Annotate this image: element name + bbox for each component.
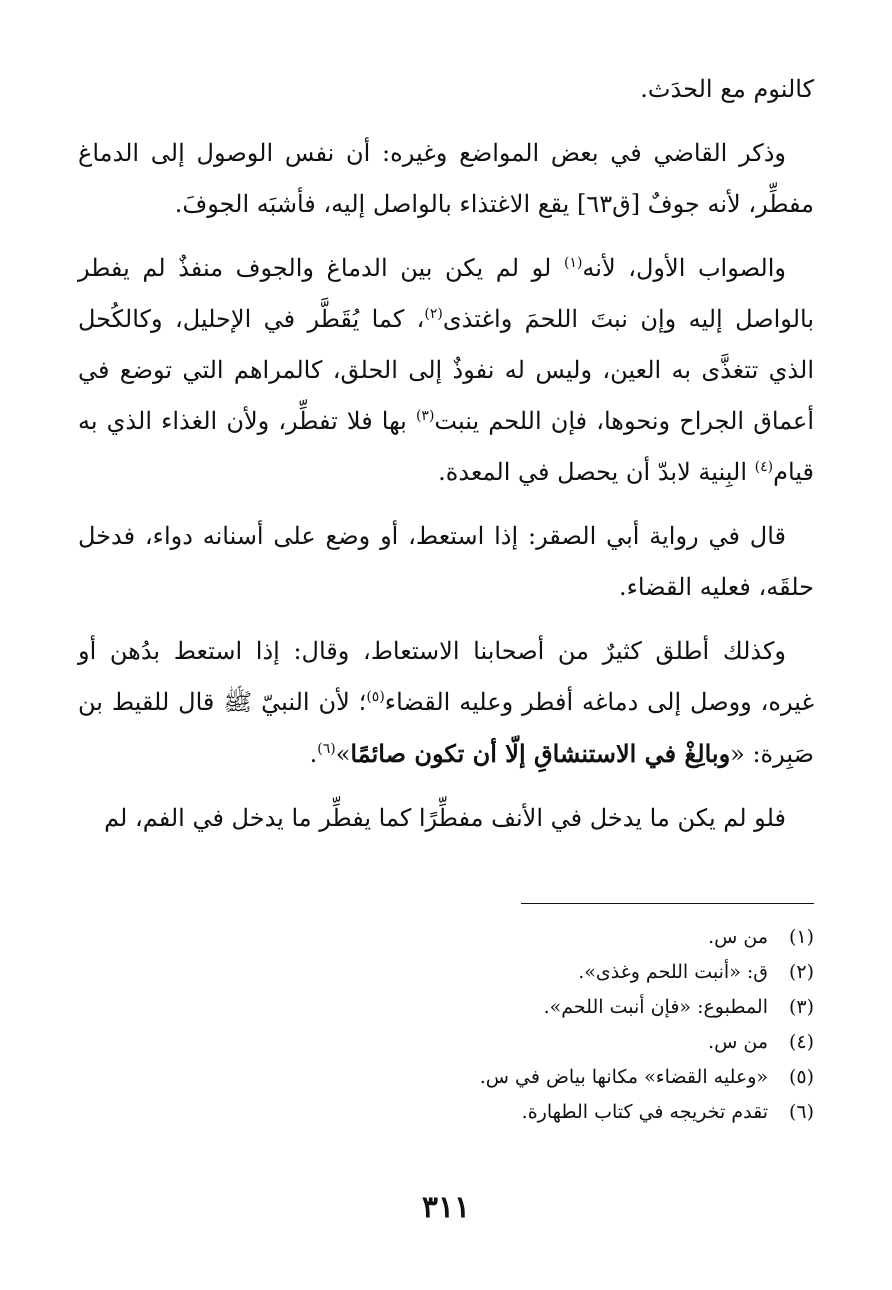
footnote-text: المطبوع: «فإن أنبت اللحم». [543,996,768,1018]
footnote-item [78,1060,814,1095]
footnote-text: تقدم تخريجه في كتاب الطهارة. [521,1101,768,1123]
footnote-item [78,1095,814,1130]
text-segment: ؛ لأن النبيّ ﷺ قال للقيط بن صَبِرة: « [78,688,814,768]
footnote-text: من س. [708,1031,768,1053]
text-segment: البِنية لابدّ أن يحصل في المعدة. [438,458,755,486]
footnote-number: (٢) [788,961,814,983]
footnote-number: (٦) [788,1101,814,1123]
footnote-item [78,1025,814,1060]
text-segment: بها فلا تفطِّر، ولأن الغذاء الذي به قيام [78,407,814,486]
text-segment: . [309,740,318,768]
main-text [78,64,814,857]
text-segment: لو لم يكن بين الدماغ والجوف منفذٌ لم يفطر بالواصل إليه وإن نبتَ اللحمَ واغتذى [78,254,815,333]
text-segment: وكذلك أطلق كثيرٌ من أصحابنا الاستعاط، وقال: إذا استعط بدُهن أو غيره، ووصل إلى دماغه أفطر وعليه القضاء [78,637,814,716]
text-segment: والصواب الأول، لأنه [582,254,787,282]
footnote-number: (٤) [788,1031,814,1053]
footnote-number: (٥) [788,1066,814,1088]
footnote-ref-2[interactable]: (٢) [424,306,443,322]
paragraph-4: قال في رواية أبي الصقر: إذا استعط، أو وضع على أسنانه دواء، فدخل حلقَه، فعليه القضاء. [78,522,814,601]
text-segment: ، كما يُقَطَّر في الإحليل، وكالكُحل الذي تتغذَّى به العين، وليس له نفوذٌ إلى الحلق، كالمراهم التي توضع في أعماق الجراح ونحوها، فإن اللحم ينبت [78,305,814,435]
footnote-ref-6[interactable]: (٦) [317,741,336,757]
footnote-item [78,920,814,955]
footnote-divider [521,903,814,904]
footnote-text: من س. [708,926,768,948]
hadith-quote: وبالِغْ في الاستنشاقِ إلّا أن تكون صائمًا [350,739,731,768]
footnotes-section [78,920,814,1130]
footnote-item [78,990,814,1025]
paragraph-1: كالنوم مع الحدَث. [640,75,814,103]
paragraph-6: فلو لم يكن ما يدخل في الأنف مفطِّرًا كما يفطِّر ما يدخل في الفم، لم [104,804,786,832]
paragraph-2: وذكر القاضي في بعض المواضع وغيره: أن نفس الوصول إلى الدماغ مفطِّر، لأنه جوفٌ [ق٦٣] يقع الاغتذاء بالواصل إليه، فأشبَه الجوفَ. [78,139,814,218]
footnote-ref-1[interactable]: (١) [563,255,583,271]
footnote-ref-5[interactable]: (٥) [366,689,385,705]
footnote-text: «وعليه القضاء» مكانها بياض في س. [479,1066,768,1088]
footnote-ref-4[interactable]: (٤) [754,459,774,475]
footnote-item [78,955,814,990]
paragraph-5 [78,626,814,780]
footnote-number: (١) [788,926,814,948]
paragraph-3 [78,243,814,498]
page-number: ٣١١ [421,1190,471,1225]
footnote-text: ق: «أنبت اللحم وغذى». [578,961,768,983]
footnote-ref-3[interactable]: (٣) [415,408,435,424]
text-segment: » [335,740,351,768]
footnote-number: (٣) [788,996,814,1018]
